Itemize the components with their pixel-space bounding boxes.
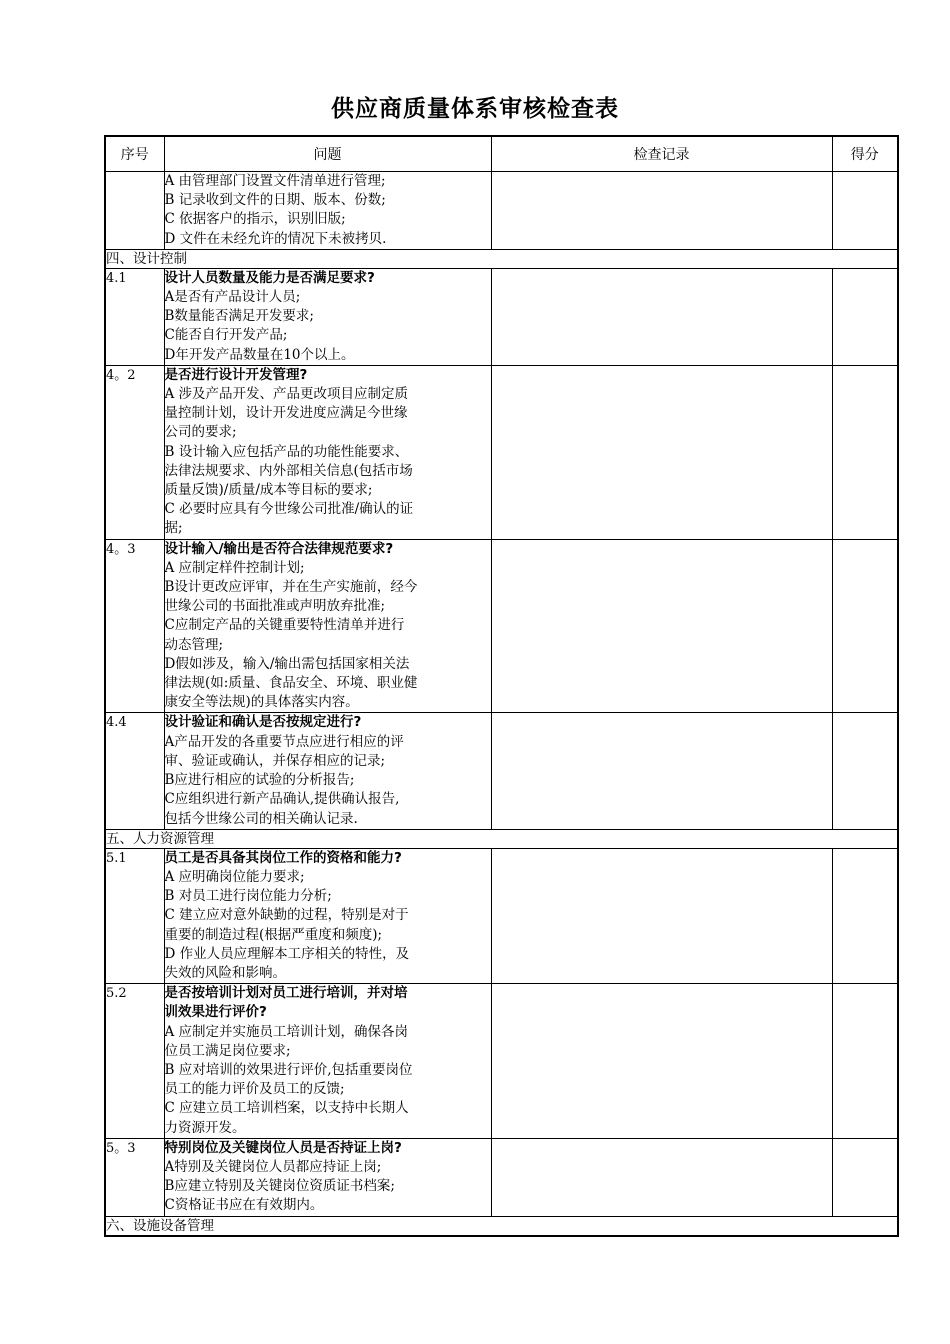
requirement-line: D假如涉及，输入/输出需包括国家相关法	[164, 655, 410, 672]
score-cell[interactable]	[832, 848, 898, 983]
header-question: 问题	[164, 136, 491, 172]
requirement-line: 失效的风险和影响。	[164, 964, 286, 981]
record-cell[interactable]	[491, 713, 832, 829]
item-number: 4。3	[105, 539, 164, 713]
header-score: 得分	[832, 136, 898, 172]
requirement-line: D 作业人员应理解本工序相关的特性，及	[164, 945, 410, 962]
requirement-line: D 文件在未经允许的情况下未被拷贝.	[164, 230, 387, 247]
record-cell[interactable]	[491, 365, 832, 539]
question-cell	[164, 539, 491, 713]
section-label: 五、人力资源管理	[105, 829, 898, 848]
item-number: 4.4	[105, 713, 164, 829]
requirement-line: 质量反馈)/质量/成本等目标的要求;	[164, 482, 373, 499]
question-cell	[164, 713, 491, 829]
requirement-line: C 应建立员工培训档案，以支持中长期人	[164, 1100, 409, 1117]
requirement-line: C应组织进行新产品确认,提供确认报告,	[164, 791, 400, 808]
table-row	[105, 984, 898, 1139]
question-cell	[164, 848, 491, 983]
score-cell[interactable]	[832, 172, 898, 250]
section-label: 四、设计控制	[105, 249, 898, 268]
question-title: 设计人员数量及能力是否满足要求?	[164, 269, 375, 286]
table-header-row	[105, 136, 898, 172]
requirement-line: B应进行相应的试验的分析报告;	[164, 772, 355, 789]
requirement-line: 力资源开发。	[164, 1119, 246, 1136]
record-cell[interactable]	[491, 268, 832, 365]
question-cell	[164, 172, 491, 250]
header-record: 检查记录	[491, 136, 832, 172]
requirement-line: B 应对培训的效果进行评价,包括重要岗位	[164, 1061, 413, 1078]
table-body	[105, 172, 898, 1236]
requirement-line: 位员工满足岗位要求;	[164, 1042, 291, 1059]
requirement-line: A 应明确岗位能力要求;	[164, 868, 305, 885]
requirement-line: B设计更改应评审，并在生产实施前，经今	[164, 579, 418, 596]
requirement-line: 据;	[164, 520, 183, 537]
question-title: 特别岗位及关键岗位人员是否持证上岗?	[164, 1139, 402, 1156]
record-cell[interactable]	[491, 984, 832, 1139]
record-cell[interactable]	[491, 172, 832, 250]
score-cell[interactable]	[832, 984, 898, 1139]
requirement-line: 包括今世缘公司的相关确认记录.	[164, 810, 358, 827]
question-cell	[164, 268, 491, 365]
requirement-line: 法律法规要求、内外部相关信息(包括市场	[164, 462, 413, 479]
score-cell[interactable]	[832, 539, 898, 713]
requirement-line: 公司的要求;	[164, 424, 237, 441]
item-number: 4。2	[105, 365, 164, 539]
requirement-line: A 应制定并实施员工培训计划，确保各岗	[164, 1023, 409, 1040]
audit-checklist-table	[104, 135, 899, 1237]
requirement-line: 律法规(如:质量、食品安全、环境、职业健	[164, 675, 418, 692]
score-cell[interactable]	[832, 1138, 898, 1216]
page-title: 供应商质量体系审核检查表	[331, 96, 619, 122]
item-number: 4.1	[105, 268, 164, 365]
requirement-line: B 设计输入应包括产品的功能性能要求、	[164, 443, 409, 460]
requirement-line: 量控制计划，设计开发进度应满足今世缘	[164, 405, 408, 422]
requirement-line: A产品开发的各重要节点应进行相应的评	[164, 733, 404, 750]
table-row	[105, 172, 898, 250]
table-row	[105, 268, 898, 365]
header-no: 序号	[105, 136, 164, 172]
score-cell[interactable]	[832, 365, 898, 539]
item-number: 5.2	[105, 984, 164, 1139]
score-cell[interactable]	[832, 268, 898, 365]
question-title: 员工是否具备其岗位工作的资格和能力?	[164, 849, 402, 866]
requirement-line: C 依据客户的指示，识别旧版;	[164, 211, 346, 228]
requirement-line: A 应制定样件控制计划;	[164, 559, 305, 576]
section-row	[105, 829, 898, 848]
requirement-line: D年开发产品数量在10个以上。	[164, 346, 355, 363]
requirement-line: A 由管理部门设置文件清单进行管理;	[164, 173, 386, 189]
record-cell[interactable]	[491, 539, 832, 713]
requirement-line: A 涉及产品开发、产品更改项目应制定质	[164, 386, 409, 403]
table-row	[105, 365, 898, 539]
question-title: 是否进行设计开发管理?	[164, 366, 308, 383]
requirement-line: C 建立应对意外缺勤的过程，特别是对于	[164, 907, 409, 924]
requirement-line: C 必要时应具有今世缘公司批准/确认的证	[164, 501, 414, 518]
requirement-line: B数量能否满足开发要求;	[164, 308, 314, 325]
question-cell	[164, 984, 491, 1139]
requirement-line: A特别及关键岗位人员都应持证上岗;	[164, 1158, 382, 1175]
question-cell	[164, 1138, 491, 1216]
requirement-line: C资格证书应在有效期内。	[164, 1197, 324, 1214]
item-number: 5。3	[105, 1138, 164, 1216]
requirement-line: 世缘公司的书面批准或声明放弃批准;	[164, 598, 386, 615]
question-title: 设计输入/输出是否符合法律规范要求?	[164, 540, 394, 557]
record-cell[interactable]	[491, 848, 832, 983]
requirement-line: B应建立特别及关键岗位资质证书档案;	[164, 1178, 395, 1195]
requirement-line: 重要的制造过程(根据严重度和频度);	[164, 926, 383, 943]
table-row	[105, 1138, 898, 1216]
requirement-line: B 对员工进行岗位能力分析;	[164, 888, 332, 905]
record-cell[interactable]	[491, 1138, 832, 1216]
requirement-line: 动态管理;	[164, 636, 224, 653]
item-number: 5.1	[105, 848, 164, 983]
item-number	[105, 172, 164, 250]
section-row	[105, 249, 898, 268]
question-title: 设计验证和确认是否按规定进行?	[164, 714, 362, 731]
requirement-line: 康安全等法规)的具体落实内容。	[164, 694, 359, 711]
requirement-line: B 记录收到文件的日期、版本、份数;	[164, 192, 386, 209]
table-row	[105, 713, 898, 829]
section-row	[105, 1216, 898, 1236]
table-row	[105, 539, 898, 713]
requirement-line: 审、验证或确认，并保存相应的记录;	[164, 752, 386, 769]
question-cell	[164, 365, 491, 539]
table-row	[105, 848, 898, 983]
requirement-line: C应制定产品的关键重要特性清单并进行	[164, 617, 405, 634]
requirement-line: C能否自行开发产品;	[164, 327, 288, 344]
requirement-line: A是否有产品设计人员;	[164, 289, 301, 306]
requirement-line: 员工的能力评价及员工的反馈;	[164, 1081, 345, 1098]
score-cell[interactable]	[832, 713, 898, 829]
question-title: 是否按培训计划对员工进行培训，并对培 训效果进行评价?	[164, 985, 408, 1021]
section-label: 六、设施设备管理	[105, 1216, 898, 1236]
